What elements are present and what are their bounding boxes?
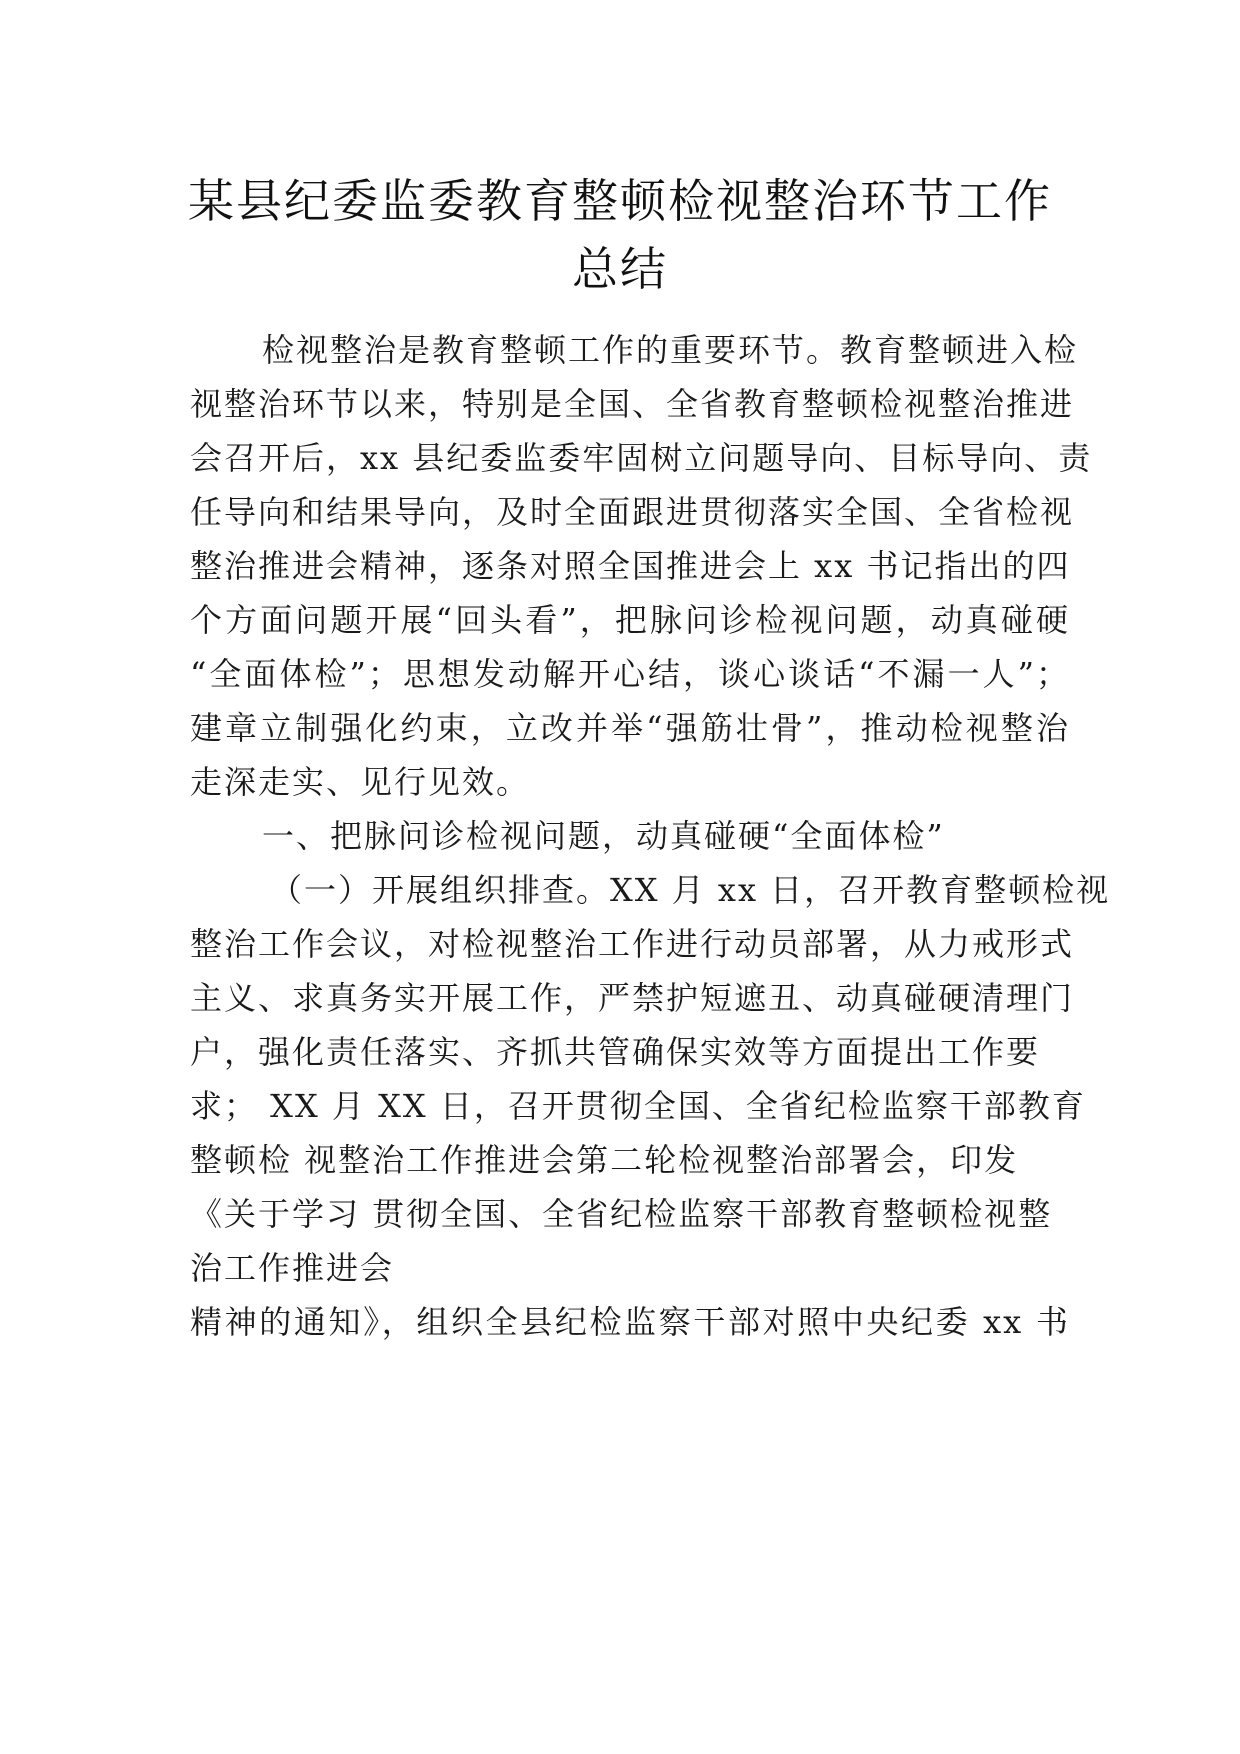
subsection-line: 《关于学习 贯彻全国、全省纪检监察干部教育整顿检视整	[190, 1195, 1053, 1233]
intro-line: 视整治环节以来，特别是全国、全省教育整顿检视整治推进	[190, 385, 1075, 423]
intro-line: 个方面问题开展“回头看”，把脉问诊检视问题，动真碰硬	[190, 601, 1070, 639]
subsection-line: 整顿检 视整治工作推进会第二轮检视整治部署会，印发	[190, 1141, 1019, 1179]
document-title-line-2: 总结	[572, 242, 668, 296]
intro-line: 会召开后，xx 县纪委监委牢固树立问题导向、目标导向、责	[190, 439, 1093, 477]
subsection-line: 精神的通知》，组织全县纪检监察干部对照中央纪委 xx 书	[190, 1303, 1070, 1341]
intro-line: 建章立制强化约束，立改并举“强筋壮骨”，推动检视整治	[190, 709, 1070, 747]
subsection-line: 治工作推进会	[190, 1249, 395, 1287]
intro-line: 整治推进会精神，逐条对照全国推进会上 xx 书记指出的四	[190, 547, 1071, 585]
intro-line: 任导向和结果导向，及时全面跟进贯彻落实全国、全省检视	[190, 493, 1075, 531]
intro-line: “全面体检”；思想发动解开心结，谈心谈话“不漏一人”；	[190, 655, 1070, 693]
intro-line: 检视整治是教育整顿工作的重要环节。教育整顿进入检	[262, 331, 1079, 369]
subsection-line: 户，强化责任落实、齐抓共管确保实效等方面提出工作要	[190, 1033, 1041, 1071]
subsection-line: 求； XX 月 XX 日，召开贯彻全国、全省纪检监察干部教育	[190, 1087, 1086, 1125]
document-title-line-1: 某县纪委监委教育整顿检视整治环节工作	[188, 174, 1052, 228]
subsection-line: （一）开展组织排查。XX 月 xx 日，召开教育整顿检视	[270, 871, 1111, 909]
section-heading: 一、把脉问诊检视问题，动真碰硬“全面体检”	[262, 817, 945, 855]
subsection-line: 整治工作会议，对检视整治工作进行动员部署，从力戒形式	[190, 925, 1075, 963]
intro-line: 走深走实、见行见效。	[190, 763, 531, 801]
subsection-line: 主义、求真务实开展工作，严禁护短遮丑、动真碰硬清理门	[190, 979, 1075, 1017]
